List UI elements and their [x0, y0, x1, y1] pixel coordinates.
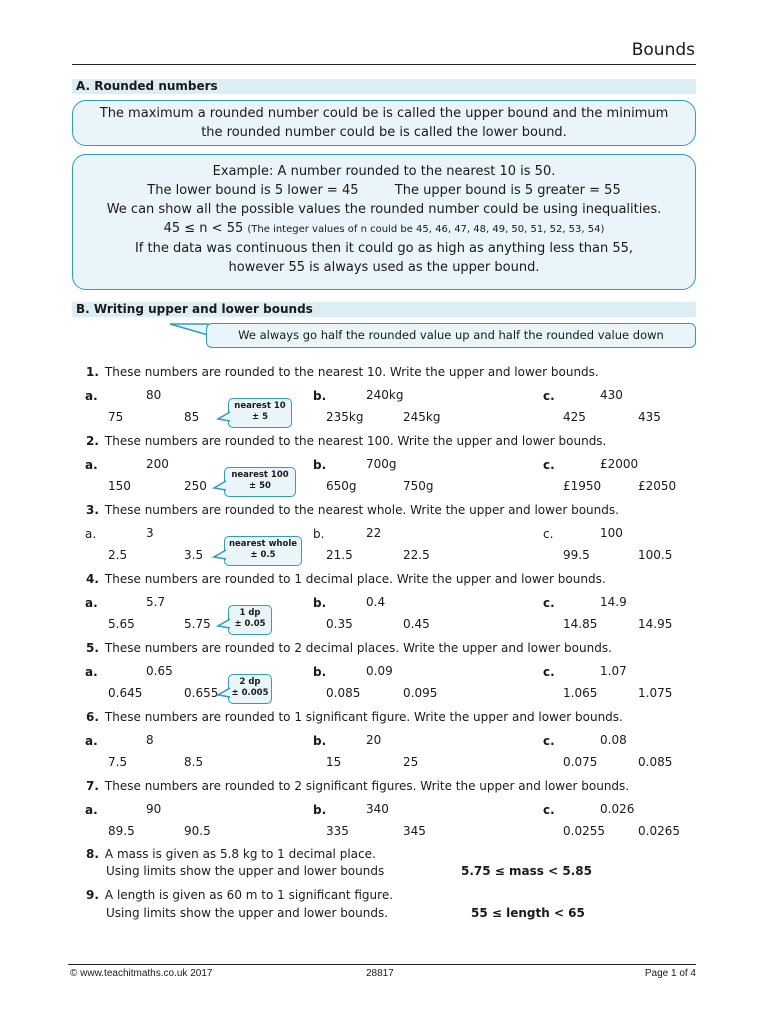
question-3-part-b-value: 22	[366, 526, 382, 540]
question-6-part-b-value: 20	[366, 733, 382, 747]
question-1-number: 1.	[86, 365, 99, 379]
question-5-hint	[228, 674, 272, 704]
question-1-part-b-value: 240kg	[366, 388, 404, 402]
example-line-5: If the data was continuous then it could go as high as anything less than 55,	[134, 241, 634, 256]
question-5-hint-pointer	[217, 687, 231, 699]
question-3-hint-pointer	[213, 549, 227, 561]
question-4-hint-amount: ± 0.05	[234, 619, 266, 629]
question-2-hint-pointer	[213, 480, 227, 492]
footer-page-number: Page 1 of 4	[644, 968, 696, 979]
example-line-6: however 55 is always used as the upper bound.	[228, 260, 540, 275]
definition-line-1: The maximum a rounded number could be is called the upper bound and the minimum	[99, 106, 669, 121]
example-line-2	[73, 181, 695, 200]
question-1-part-a-label: a.	[85, 389, 98, 403]
question-1-hint	[228, 398, 292, 428]
question-8-line-1: A mass is given as 5.8 kg to 1 decimal place.	[104, 847, 376, 861]
question-4-part-b-value: 0.4	[366, 595, 386, 609]
question-1-hint-pointer	[217, 411, 231, 423]
question-7	[86, 779, 629, 793]
question-1	[86, 365, 599, 379]
question-5-hint-rule: 2 dp	[239, 677, 261, 687]
question-5-hint-amount: ± 0.005	[231, 688, 269, 698]
question-7-part-c-upper-bound: 0.0265	[638, 824, 680, 838]
question-5-part-c-label: c.	[543, 665, 555, 679]
question-3-hint	[224, 536, 302, 566]
question-2-number: 2.	[86, 434, 99, 448]
question-1-part-a-upper-bound: 85	[184, 410, 200, 424]
question-6-number: 6.	[86, 710, 99, 724]
question-2-part-a-upper-bound: 250	[184, 479, 207, 493]
question-5-part-a-value: 0.65	[146, 664, 173, 678]
question-1-text: These numbers are rounded to the nearest 10. Write the upper and lower bounds.	[104, 365, 599, 379]
question-2-part-c-lower-bound: £1950	[563, 479, 602, 493]
question-5-part-b-upper-bound: 0.095	[403, 686, 438, 700]
example-line-4	[73, 219, 695, 239]
question-4-part-a-lower-bound: 5.65	[108, 617, 135, 631]
question-2-part-b-upper-bound: 750g	[403, 479, 434, 493]
section-b-heading: B. Writing upper and lower bounds	[72, 302, 696, 317]
question-3-part-a-label: a.	[85, 527, 97, 541]
question-4-hint	[228, 605, 272, 635]
question-3-part-b-lower-bound: 21.5	[326, 548, 353, 562]
example-lower-bound: The lower bound is 5 lower = 45	[147, 183, 359, 198]
question-2-part-a-label: a.	[85, 458, 98, 472]
page-title: Bounds	[631, 40, 695, 60]
header-rule	[72, 64, 696, 65]
question-4-text: These numbers are rounded to 1 decimal place. Write the upper and lower bounds.	[104, 572, 606, 586]
question-4-part-c-value: 14.9	[600, 595, 627, 609]
question-1-part-c-lower-bound: 425	[563, 410, 586, 424]
question-4-part-c-upper-bound: 14.95	[638, 617, 673, 631]
question-1-part-c-value: 430	[600, 388, 623, 402]
question-4-part-a-label: a.	[85, 596, 98, 610]
question-6-part-c-value: 0.08	[600, 733, 627, 747]
question-7-part-b-value: 340	[366, 802, 389, 816]
question-4-part-b-label: b.	[313, 596, 327, 610]
question-1-part-a-value: 80	[146, 388, 162, 402]
question-5-part-c-upper-bound: 1.075	[638, 686, 673, 700]
question-6-part-b-upper-bound: 25	[403, 755, 419, 769]
question-2-part-b-value: 700g	[366, 457, 397, 471]
question-2-part-c-value: £2000	[600, 457, 639, 471]
question-2-text: These numbers are rounded to the nearest 100. Write the upper and lower bounds.	[104, 434, 607, 448]
question-3-number: 3.	[86, 503, 99, 517]
question-4-part-a-value: 5.7	[146, 595, 166, 609]
callout-box: We always go half the rounded value up and half the rounded value down	[206, 323, 696, 348]
footer-copyright: © www.teachitmaths.co.uk 2017	[70, 968, 213, 979]
question-2-part-a-lower-bound: 150	[108, 479, 131, 493]
question-9-answer: 55 ≤ length < 65	[471, 906, 585, 920]
question-6-part-a-lower-bound: 7.5	[108, 755, 128, 769]
question-7-part-b-lower-bound: 335	[326, 824, 349, 838]
question-7-number: 7.	[86, 779, 99, 793]
question-3-part-c-upper-bound: 100.5	[638, 548, 673, 562]
question-8-number: 8.	[86, 847, 99, 861]
question-4	[86, 572, 606, 586]
question-6-part-a-value: 8	[146, 733, 154, 747]
question-5	[86, 641, 612, 655]
question-7-part-b-label: b.	[313, 803, 327, 817]
section-a-heading: A. Rounded numbers	[72, 79, 696, 94]
question-3-part-a-lower-bound: 2.5	[108, 548, 128, 562]
question-5-part-b-lower-bound: 0.085	[326, 686, 361, 700]
example-line-1: Example: A number rounded to the nearest 10 is 50.	[212, 164, 556, 179]
question-3-part-b-label: b.	[313, 527, 325, 541]
question-2-part-b-label: b.	[313, 458, 327, 472]
question-9-number: 9.	[86, 888, 99, 902]
question-7-part-c-value: 0.026	[600, 802, 635, 816]
question-3-hint-amount: ± 0.5	[250, 550, 276, 560]
question-3-text: These numbers are rounded to the nearest whole. Write the upper and lower bounds.	[104, 503, 619, 517]
example-upper-bound: The upper bound is 5 greater = 55	[394, 183, 621, 198]
question-3-part-c-label: c.	[543, 527, 554, 541]
question-6-text: These numbers are rounded to 1 significant figure. Write the upper and lower bounds.	[104, 710, 623, 724]
question-3-part-a-value: 3	[146, 526, 154, 540]
example-box	[72, 154, 696, 290]
definition-box	[72, 100, 696, 146]
question-6-part-c-label: c.	[543, 734, 555, 748]
question-2-hint-rule: nearest 100	[231, 470, 289, 480]
question-8-answer: 5.75 ≤ mass < 5.85	[461, 864, 592, 878]
question-6	[86, 710, 623, 724]
question-7-part-c-lower-bound: 0.0255	[563, 824, 605, 838]
question-5-text: These numbers are rounded to 2 decimal places. Write the upper and lower bounds.	[104, 641, 612, 655]
question-9	[86, 888, 393, 902]
question-1-part-b-upper-bound: 245kg	[403, 410, 441, 424]
question-1-hint-rule: nearest 10	[234, 401, 286, 411]
question-2	[86, 434, 606, 448]
question-7-part-a-upper-bound: 90.5	[184, 824, 211, 838]
question-6-part-a-upper-bound: 8.5	[184, 755, 204, 769]
footer-code: 28817	[366, 968, 394, 979]
question-5-part-c-lower-bound: 1.065	[563, 686, 598, 700]
question-3-part-c-value: 100	[600, 526, 623, 540]
question-1-part-c-upper-bound: 435	[638, 410, 661, 424]
example-integer-note: (The integer values of n could be 45, 46, 47, 48, 49, 50, 51, 52, 53, 54)	[247, 224, 605, 235]
question-3	[86, 503, 619, 517]
question-7-part-a-label: a.	[85, 803, 98, 817]
question-2-hint-amount: ± 50	[249, 481, 271, 491]
question-3-part-b-upper-bound: 22.5	[403, 548, 430, 562]
question-4-part-c-label: c.	[543, 596, 555, 610]
question-2-part-a-value: 200	[146, 457, 169, 471]
question-5-part-a-label: a.	[85, 665, 98, 679]
question-2-part-c-label: c.	[543, 458, 555, 472]
example-inequality: 45 ≤ n < 55	[163, 221, 244, 236]
example-line-3: We can show all the possible values the rounded number could be using inequalities.	[106, 202, 662, 217]
question-6-part-b-lower-bound: 15	[326, 755, 342, 769]
question-9-line-2: Using limits show the upper and lower bounds.	[106, 906, 389, 920]
question-1-part-b-label: b.	[313, 389, 327, 403]
question-8-line-2: Using limits show the upper and lower bounds	[106, 864, 385, 878]
question-4-hint-pointer	[217, 618, 231, 630]
question-4-part-b-upper-bound: 0.45	[403, 617, 430, 631]
question-8	[86, 847, 376, 861]
question-2-part-b-lower-bound: 650g	[326, 479, 357, 493]
question-4-hint-rule: 1 dp	[239, 608, 261, 618]
question-6-part-a-label: a.	[85, 734, 98, 748]
question-1-hint-amount: ± 5	[252, 412, 268, 422]
question-1-part-c-label: c.	[543, 389, 555, 403]
question-5-part-b-value: 0.09	[366, 664, 393, 678]
question-5-number: 5.	[86, 641, 99, 655]
footer-rule	[68, 964, 696, 965]
question-4-number: 4.	[86, 572, 99, 586]
question-7-text: These numbers are rounded to 2 significant figures. Write the upper and lower bounds.	[104, 779, 630, 793]
question-3-part-a-upper-bound: 3.5	[184, 548, 204, 562]
question-4-part-c-lower-bound: 14.85	[563, 617, 598, 631]
question-6-part-b-label: b.	[313, 734, 327, 748]
question-3-part-c-lower-bound: 99.5	[563, 548, 590, 562]
question-1-part-a-lower-bound: 75	[108, 410, 124, 424]
question-7-part-b-upper-bound: 345	[403, 824, 426, 838]
question-9-line-1: A length is given as 60 m to 1 significant figure.	[104, 888, 394, 902]
question-5-part-b-label: b.	[313, 665, 327, 679]
question-3-hint-rule: nearest whole	[228, 539, 297, 549]
question-1-part-b-lower-bound: 235kg	[326, 410, 364, 424]
question-7-part-c-label: c.	[543, 803, 555, 817]
question-2-hint	[224, 467, 296, 497]
question-7-part-a-lower-bound: 89.5	[108, 824, 135, 838]
question-6-part-c-lower-bound: 0.075	[563, 755, 598, 769]
question-5-part-a-lower-bound: 0.645	[108, 686, 143, 700]
question-4-part-a-upper-bound: 5.75	[184, 617, 211, 631]
question-4-part-b-lower-bound: 0.35	[326, 617, 353, 631]
question-7-part-a-value: 90	[146, 802, 162, 816]
question-5-part-a-upper-bound: 0.655	[184, 686, 219, 700]
question-2-part-c-upper-bound: £2050	[638, 479, 677, 493]
question-6-part-c-upper-bound: 0.085	[638, 755, 673, 769]
question-5-part-c-value: 1.07	[600, 664, 627, 678]
definition-line-2: the rounded number could be is called the lower bound.	[201, 125, 567, 140]
